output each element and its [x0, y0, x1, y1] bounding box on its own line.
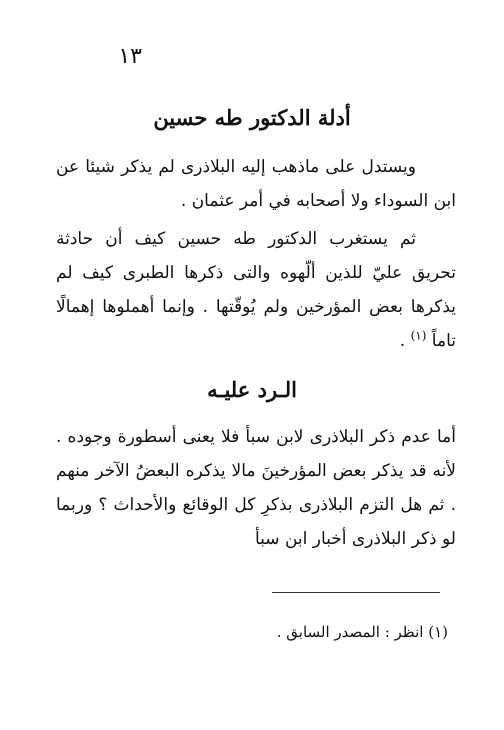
paragraph-baladhuri-claim: ويستدل على ماذهب إليه البلاذرى لم يذكر شيئا عن ابن السوداء ولا أصحابه في أمر عثمان .: [56, 157, 456, 211]
footnote-divider: [272, 592, 440, 593]
section-heading-evidence: أدلة الدكتور طه حسين: [153, 105, 351, 130]
page-number: ١٣: [118, 44, 142, 69]
footnote: (١) انظر : المصدر السابق .: [276, 623, 448, 641]
paragraph-response: أما عدم ذكر البلاذرى لابن سبأ فلا يعنى أسطورة وجوده . لأنه قد يذكر بعض المؤرخينَ مالا يذكره البعضُ الآخر منهم . ثم هل التزم البلاذرى بذكرِ كل الوقائع والأحداث ؟ وربما لو ذكر البلاذرى أخبار ابن سبأ: [56, 427, 456, 549]
section-heading-response: الـرد عليـه: [207, 377, 297, 402]
paragraph-tabari-incident: [56, 222, 456, 358]
paragraph-tabari-text: ثم يستغرب الدكتور طه حسين كيف أن حادثة تحريق عليّ للذين ألّهوه والتى ذكرها الطبرى كيف لم يذكرها بعض المؤرخين ولم يُوقّتها . وإنما أهملوها إهمالًا تاماً: [56, 229, 456, 351]
footnote-reference: (١): [410, 328, 427, 343]
paragraph-tabari-end: .: [399, 331, 411, 351]
